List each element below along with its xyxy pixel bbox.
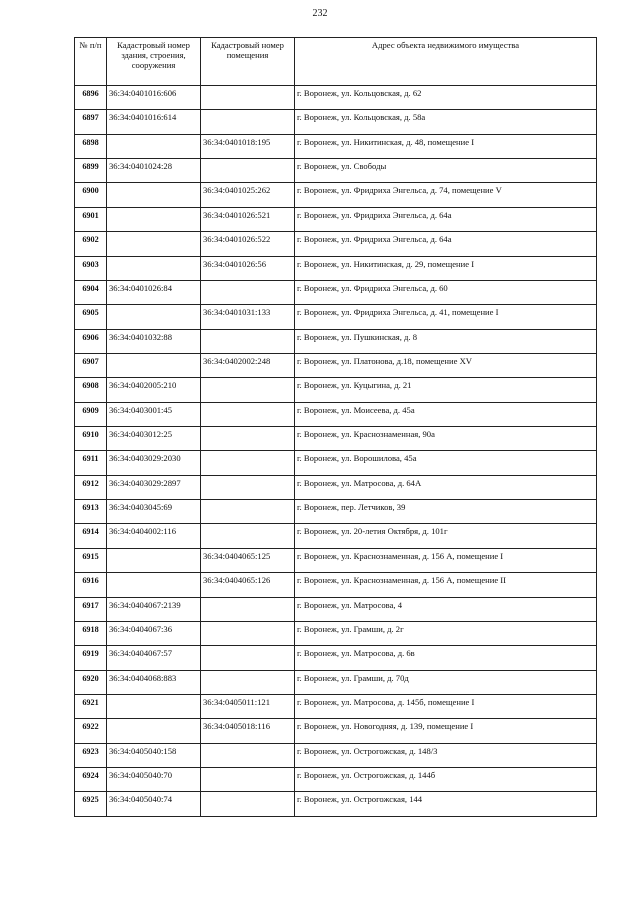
building-cadastral-number: 36:34:0404067:2139: [107, 597, 201, 621]
premises-cadastral-number: [201, 670, 295, 694]
row-number: 6918: [75, 621, 107, 645]
property-address: г. Воронеж, ул. Фридриха Энгельса, д. 64а: [295, 232, 597, 256]
row-number: 6897: [75, 110, 107, 134]
property-address: г. Воронеж, ул. Краснознаменная, 90а: [295, 427, 597, 451]
row-number: 6915: [75, 548, 107, 572]
building-cadastral-number: [107, 305, 201, 329]
building-cadastral-number: 36:34:0401016:614: [107, 110, 201, 134]
header-premises-cadastral: Кадастровый номер помещения: [201, 38, 295, 86]
building-cadastral-number: 36:34:0401032:88: [107, 329, 201, 353]
page-number: 232: [312, 8, 328, 19]
premises-cadastral-number: [201, 597, 295, 621]
building-cadastral-number: 36:34:0401024:28: [107, 159, 201, 183]
premises-cadastral-number: 36:34:0405018:116: [201, 719, 295, 743]
premises-cadastral-number: [201, 110, 295, 134]
building-cadastral-number: 36:34:0405040:158: [107, 743, 201, 767]
row-number: 6925: [75, 792, 107, 816]
table-row: [75, 500, 597, 524]
property-address: г. Воронеж, пер. Летчиков, 39: [295, 500, 597, 524]
property-address: г. Воронеж, ул. Пушкинская, д. 8: [295, 329, 597, 353]
property-address: г. Воронеж, ул. Платонова, д.18, помещение XV: [295, 353, 597, 377]
row-number: 6913: [75, 500, 107, 524]
building-cadastral-number: [107, 719, 201, 743]
premises-cadastral-number: 36:34:0401026:522: [201, 232, 295, 256]
property-address: г. Воронеж, ул. Острогожская, д. 148/3: [295, 743, 597, 767]
premises-cadastral-number: [201, 524, 295, 548]
header-num: № п/п: [75, 38, 107, 86]
table-row: [75, 451, 597, 475]
building-cadastral-number: 36:34:0403001:45: [107, 402, 201, 426]
premises-cadastral-number: [201, 427, 295, 451]
property-address: г. Воронеж, ул. Фридриха Энгельса, д. 64а: [295, 207, 597, 231]
building-cadastral-number: 36:34:0403029:2030: [107, 451, 201, 475]
premises-cadastral-number: 36:34:0402002:248: [201, 353, 295, 377]
property-address: г. Воронеж, ул. Никитинская, д. 48, помещение I: [295, 134, 597, 158]
premises-cadastral-number: [201, 86, 295, 110]
premises-cadastral-number: 36:34:0401026:521: [201, 207, 295, 231]
row-number: 6912: [75, 475, 107, 499]
property-address: г. Воронеж, ул. Кольцовская, д. 62: [295, 86, 597, 110]
header-building-cadastral: Кадастровый номер здания, строения, сооружения: [107, 38, 201, 86]
row-number: 6917: [75, 597, 107, 621]
premises-cadastral-number: [201, 402, 295, 426]
table-row: [75, 207, 597, 231]
table-row: [75, 402, 597, 426]
property-address: г. Воронеж, ул. Матросова, д. 145б, помещение I: [295, 694, 597, 718]
table-row: [75, 134, 597, 158]
row-number: 6919: [75, 646, 107, 670]
building-cadastral-number: 36:34:0404002:116: [107, 524, 201, 548]
table-row: [75, 475, 597, 499]
property-address: г. Воронеж, ул. 20-летия Октября, д. 101г: [295, 524, 597, 548]
table-row: [75, 743, 597, 767]
property-registry-table: [74, 37, 597, 817]
table-row: [75, 305, 597, 329]
property-address: г. Воронеж, ул. Фридриха Энгельса, д. 41, помещение I: [295, 305, 597, 329]
property-address: г. Воронеж, ул. Матросова, 4: [295, 597, 597, 621]
row-number: 6914: [75, 524, 107, 548]
table-row: [75, 110, 597, 134]
premises-cadastral-number: 36:34:0404065:126: [201, 573, 295, 597]
row-number: 6923: [75, 743, 107, 767]
building-cadastral-number: 36:34:0401016:606: [107, 86, 201, 110]
header-address: Адрес объекта недвижимого имущества: [295, 38, 597, 86]
property-address: г. Воронеж, ул. Матросова, д. 64А: [295, 475, 597, 499]
building-cadastral-number: [107, 256, 201, 280]
premises-cadastral-number: 36:34:0405011:121: [201, 694, 295, 718]
property-address: г. Воронеж, ул. Ворошилова, 45а: [295, 451, 597, 475]
table-row: [75, 159, 597, 183]
building-cadastral-number: 36:34:0402005:210: [107, 378, 201, 402]
property-address: г. Воронеж, ул. Грамши, д. 2г: [295, 621, 597, 645]
premises-cadastral-number: [201, 329, 295, 353]
row-number: 6911: [75, 451, 107, 475]
property-address: г. Воронеж, ул. Куцыгина, д. 21: [295, 378, 597, 402]
property-address: г. Воронеж, ул. Фридриха Энгельса, д. 74, помещение V: [295, 183, 597, 207]
table-row: [75, 597, 597, 621]
table-row: [75, 548, 597, 572]
table-body: [75, 86, 597, 817]
premises-cadastral-number: 36:34:0401031:133: [201, 305, 295, 329]
building-cadastral-number: [107, 207, 201, 231]
building-cadastral-number: 36:34:0401026:84: [107, 280, 201, 304]
premises-cadastral-number: [201, 621, 295, 645]
premises-cadastral-number: 36:34:0404065:125: [201, 548, 295, 572]
premises-cadastral-number: [201, 159, 295, 183]
building-cadastral-number: 36:34:0404068:883: [107, 670, 201, 694]
property-address: г. Воронеж, ул. Матросова, д. 6в: [295, 646, 597, 670]
table-row: [75, 719, 597, 743]
table-row: [75, 329, 597, 353]
building-cadastral-number: 36:34:0404067:36: [107, 621, 201, 645]
table-row: [75, 768, 597, 792]
building-cadastral-number: 36:34:0403029:2897: [107, 475, 201, 499]
row-number: 6920: [75, 670, 107, 694]
row-number: 6899: [75, 159, 107, 183]
row-number: 6905: [75, 305, 107, 329]
property-address: г. Воронеж, ул. Никитинская, д. 29, помещение I: [295, 256, 597, 280]
table-row: [75, 353, 597, 377]
table-row: [75, 792, 597, 816]
building-cadastral-number: [107, 134, 201, 158]
table-row: [75, 256, 597, 280]
table-row: [75, 183, 597, 207]
row-number: 6916: [75, 573, 107, 597]
table-row: [75, 694, 597, 718]
property-address: г. Воронеж, ул. Краснознаменная, д. 156 А, помещение I: [295, 548, 597, 572]
row-number: 6924: [75, 768, 107, 792]
property-address: г. Воронеж, ул. Новогодняя, д. 139, помещение I: [295, 719, 597, 743]
table-row: [75, 86, 597, 110]
premises-cadastral-number: 36:34:0401018:195: [201, 134, 295, 158]
premises-cadastral-number: [201, 280, 295, 304]
building-cadastral-number: 36:34:0404067:57: [107, 646, 201, 670]
table-row: [75, 621, 597, 645]
table-row: [75, 427, 597, 451]
row-number: 6903: [75, 256, 107, 280]
property-address: г. Воронеж, ул. Краснознаменная, д. 156 А, помещение II: [295, 573, 597, 597]
row-number: 6900: [75, 183, 107, 207]
building-cadastral-number: [107, 232, 201, 256]
table-row: [75, 646, 597, 670]
table-row: [75, 280, 597, 304]
row-number: 6896: [75, 86, 107, 110]
building-cadastral-number: [107, 183, 201, 207]
row-number: 6898: [75, 134, 107, 158]
building-cadastral-number: 36:34:0403012:25: [107, 427, 201, 451]
row-number: 6909: [75, 402, 107, 426]
premises-cadastral-number: [201, 378, 295, 402]
property-address: г. Воронеж, ул. Грамши, д. 70д: [295, 670, 597, 694]
premises-cadastral-number: [201, 743, 295, 767]
property-address: г. Воронеж, ул. Острогожская, 144: [295, 792, 597, 816]
building-cadastral-number: [107, 573, 201, 597]
table-row: [75, 670, 597, 694]
premises-cadastral-number: 36:34:0401025:262: [201, 183, 295, 207]
property-address: г. Воронеж, ул. Моисеева, д. 45а: [295, 402, 597, 426]
header-row: [75, 38, 597, 86]
property-address: г. Воронеж, ул. Свободы: [295, 159, 597, 183]
table-row: [75, 524, 597, 548]
building-cadastral-number: 36:34:0403045:69: [107, 500, 201, 524]
table-header: [75, 38, 597, 86]
premises-cadastral-number: [201, 768, 295, 792]
row-number: 6904: [75, 280, 107, 304]
building-cadastral-number: [107, 694, 201, 718]
row-number: 6921: [75, 694, 107, 718]
premises-cadastral-number: [201, 500, 295, 524]
row-number: 6902: [75, 232, 107, 256]
table-row: [75, 573, 597, 597]
premises-cadastral-number: [201, 475, 295, 499]
property-address: г. Воронеж, ул. Острогожская, д. 144б: [295, 768, 597, 792]
building-cadastral-number: 36:34:0405040:74: [107, 792, 201, 816]
row-number: 6907: [75, 353, 107, 377]
premises-cadastral-number: [201, 792, 295, 816]
row-number: 6910: [75, 427, 107, 451]
premises-cadastral-number: 36:34:0401026:56: [201, 256, 295, 280]
premises-cadastral-number: [201, 646, 295, 670]
row-number: 6908: [75, 378, 107, 402]
table-row: [75, 232, 597, 256]
premises-cadastral-number: [201, 451, 295, 475]
table-row: [75, 378, 597, 402]
property-address: г. Воронеж, ул. Фридриха Энгельса, д. 60: [295, 280, 597, 304]
building-cadastral-number: [107, 353, 201, 377]
row-number: 6922: [75, 719, 107, 743]
row-number: 6901: [75, 207, 107, 231]
building-cadastral-number: 36:34:0405040:70: [107, 768, 201, 792]
property-address: г. Воронеж, ул. Кольцовская, д. 58а: [295, 110, 597, 134]
row-number: 6906: [75, 329, 107, 353]
building-cadastral-number: [107, 548, 201, 572]
